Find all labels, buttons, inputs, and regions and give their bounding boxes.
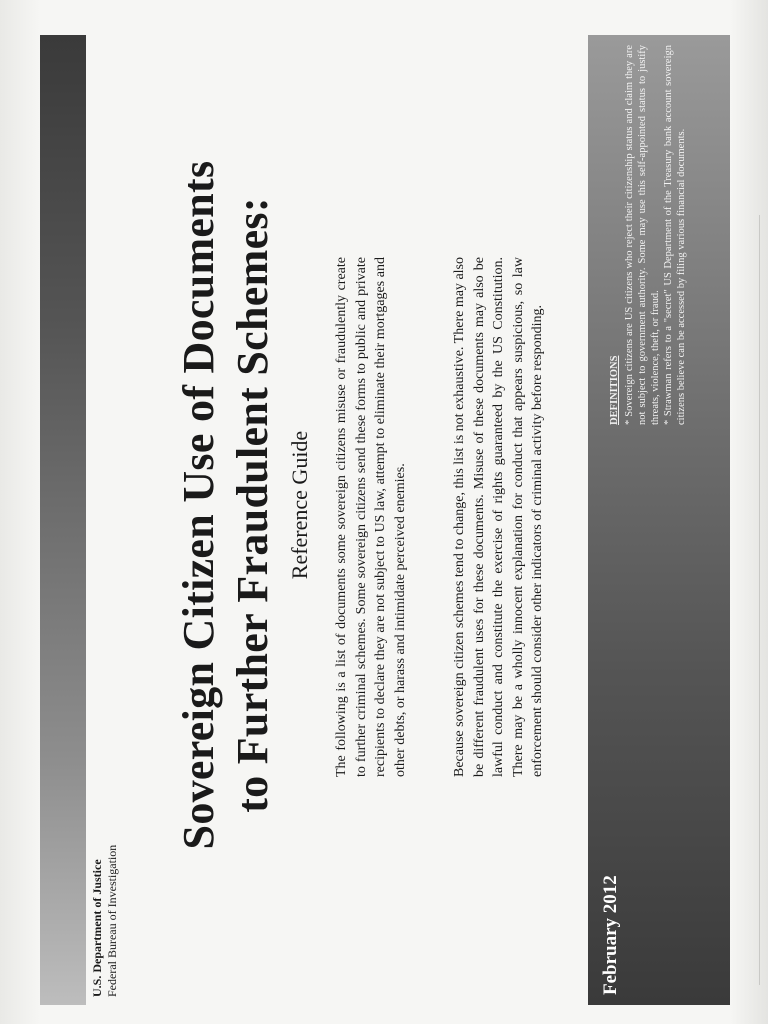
page-fold-line [759, 215, 760, 985]
agency-bureau: Federal Bureau of Investigation [105, 844, 119, 997]
publication-date: February 2012 [600, 875, 621, 995]
document-subtitle: Reference Guide [287, 430, 312, 580]
disclaimer-paragraph: Because sovereign citizen schemes tend to change, this list is not exhaustive. There may also be different fraudulent uses for these documents. Misuse of these documents may also be lawful conduct and constitute the exercise of rights guaranteed by the US Constitution. There may be a wholly innocent explanation for conduct that appears suspicious, so law enforcement should consider other indicators of criminal activity before responding. [452, 257, 545, 777]
agency-block [90, 845, 120, 997]
title-line-2: to Further Fraudulent Schemes: [228, 197, 277, 813]
rotated-document [40, 35, 730, 1005]
agency-department: U.S. Department of Justice [90, 859, 104, 997]
definition-sovereign-citizens: * Sovereign citizens are US citizens who reject their citizenship status and claim they are not subject to government authority. Some may use this self-appointed status to justify threats, violence, theft, or fraud. [624, 45, 661, 425]
definitions-heading: DEFINITIONS [609, 355, 620, 425]
title-line-1: Sovereign Citizen Use of Documents [174, 160, 223, 850]
document-title [172, 105, 280, 905]
header-gradient-band [40, 35, 86, 1005]
definitions-box [608, 45, 688, 425]
definition-strawman: * Strawman refers to a "secret" US Department of the Treasury bank account sovereign citizens believe can be accessed by filing various financial documents. [663, 45, 687, 425]
intro-paragraph: The following is a list of documents some sovereign citizens misuse or fraudulently create to further criminal schemes. Some sovereign citizens send these forms to public and private recipients to declare they are not subject to US law, attempt to eliminate their mortgages and other debts, or harass and intimidate perceived enemies. [334, 257, 408, 777]
